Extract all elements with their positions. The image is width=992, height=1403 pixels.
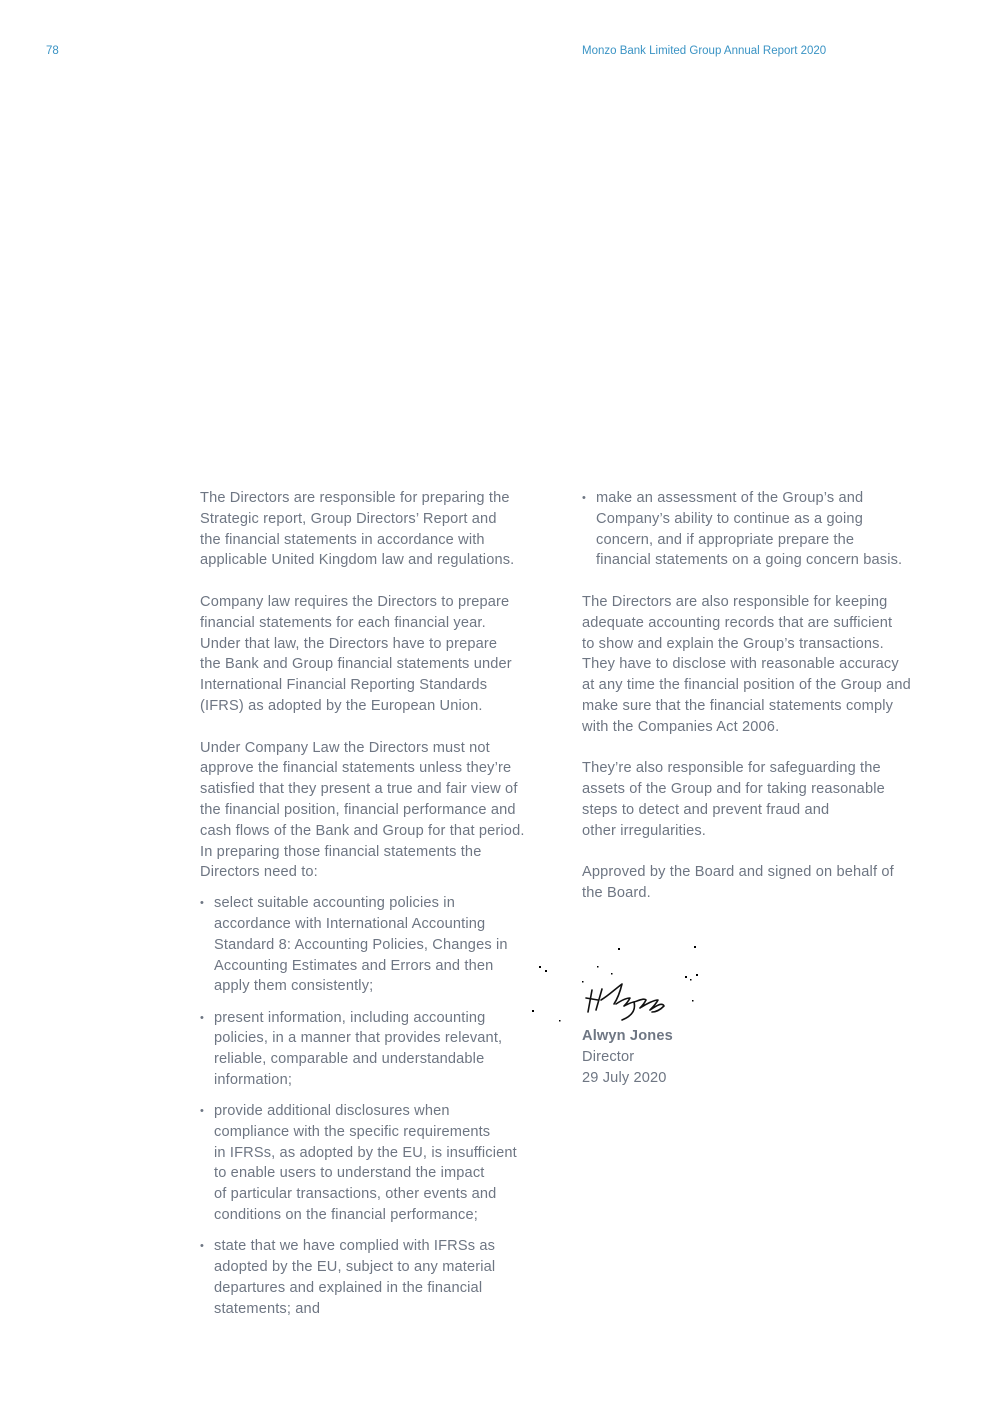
preparing-statements-paragraph: Under Company Law the Directors must not approve the financial statements unless they’re satisfied that they present a true and fair view of the financial position, financial performance and cash flows of the Bank and Group for that period. In preparing those financial statements the Directors need to:	[200, 739, 525, 881]
bullet-icon: •	[200, 1011, 205, 1024]
signature	[582, 940, 782, 1026]
signature-icon	[522, 940, 722, 1026]
safeguarding-paragraph: They’re also responsible for safeguarding the assets of the Group and for taking reasonable steps to detect and prevent fraud and other irregularities.	[582, 760, 885, 839]
signatory-date: 29 July 2020	[582, 1069, 667, 1086]
accounting-records-paragraph: The Directors are also responsible for keeping adequate accounting records that are sufficient to show and explain the Group’s transactions. They have to disclose with reasonable accuracy at any time the financial position of the Group and make sure that the financial statements comply with the Companies Act 2006.	[582, 593, 911, 735]
page-number: 78	[46, 45, 59, 57]
bullet-icon: •	[582, 492, 587, 504]
list-item: • select suitable accounting policies in accordance with International Accounting Standard 8: Accounting Policies, Changes in Accounting Estimates and Errors and then apply them consistently;	[200, 895, 508, 995]
right-column	[582, 488, 946, 1088]
list-item: • make an assessment of the Group’s and Company’s ability to continue as a going concern, and if appropriate prepare the financial statements on a going concern basis.	[582, 490, 903, 569]
signatory-name: Alwyn Jones	[582, 1027, 673, 1044]
list-item: • provide additional disclosures when compliance with the specific requirements in IFRSs, as adopted by the EU, is insufficient to enable users to understand the impact of particular transactions, other events and conditions on the financial performance;	[200, 1103, 517, 1224]
approval-paragraph: Approved by the Board and signed on behalf of the Board.	[582, 864, 894, 902]
signatory-role: Director	[582, 1048, 635, 1065]
going-concern-list	[582, 488, 946, 571]
list-item: • state that we have complied with IFRSs as adopted by the EU, subject to any material departures and explained in the financial statements; and	[200, 1238, 496, 1317]
running-title: Monzo Bank Limited Group Annual Report 2020	[582, 45, 827, 57]
directors-duties-list	[200, 893, 560, 1319]
list-item: • present information, including accounting policies, in a manner that provides relevant, reliable, comparable and understandable information;	[200, 1009, 503, 1088]
bullet-icon: •	[200, 1105, 205, 1118]
bullet-icon: •	[200, 897, 205, 910]
bullet-icon: •	[200, 1240, 205, 1253]
left-column	[200, 488, 560, 1340]
company-law-paragraph: Company law requires the Directors to prepare financial statements for each financial year. Under that law, the Directors have to prepare the Bank and Group financial statements under International Financial Reporting Standards (IFRS) as adopted by the European Union.	[200, 593, 512, 714]
responsibility-paragraph: The Directors are responsible for preparing the Strategic report, Group Directors’ Report and the financial statements in accordance with applicable United Kingdom law and regulations.	[200, 490, 515, 569]
